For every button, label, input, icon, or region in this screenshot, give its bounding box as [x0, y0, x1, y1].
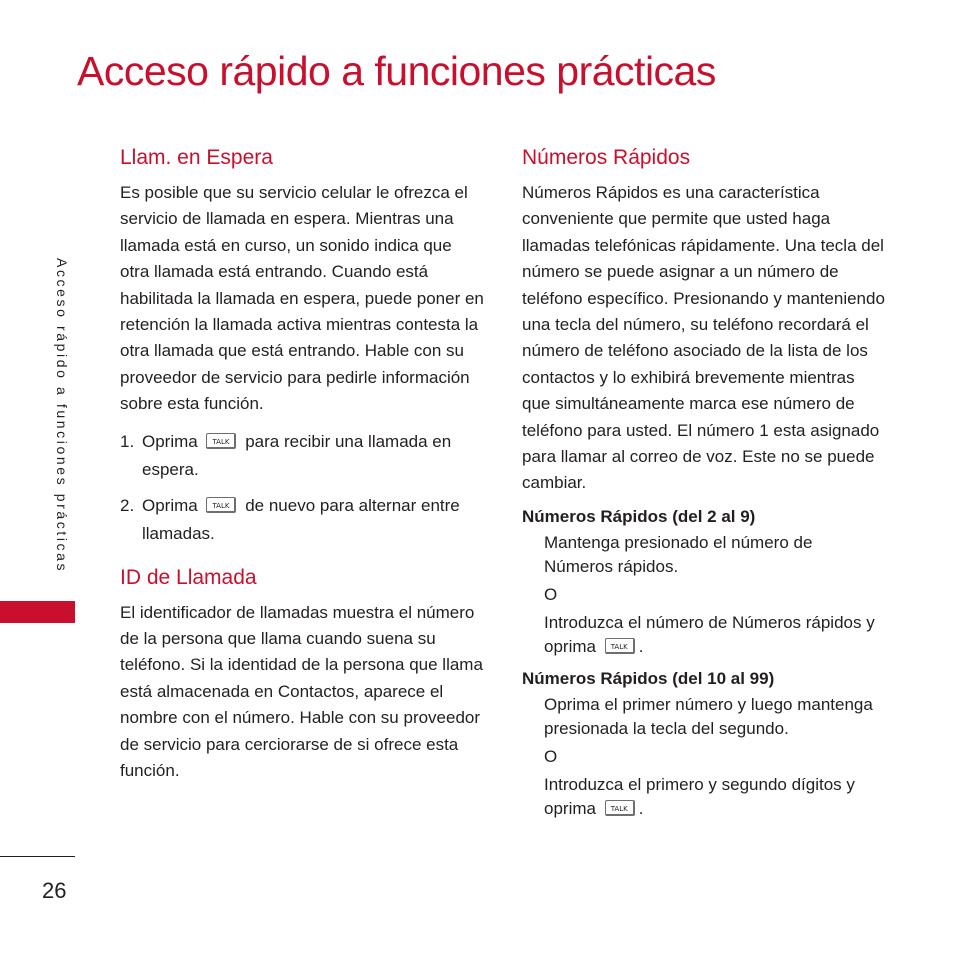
- section-heading-caller-id: ID de Llamada: [120, 565, 257, 589]
- talk-key-icon: TALK: [605, 638, 635, 654]
- instruction-line: Mantenga presionado el número de Números rápidos.: [544, 532, 813, 576]
- section-caller-id: [120, 566, 484, 785]
- talk-key-icon: TALK: [605, 800, 635, 816]
- talk-key-icon: TALK: [206, 433, 236, 449]
- footer-divider: [0, 856, 75, 857]
- left-column: [120, 146, 484, 785]
- instruction-line: [544, 773, 886, 821]
- steps-list: [120, 428, 484, 548]
- side-tab-label: Acceso rápido a funciones prácticas: [54, 258, 70, 574]
- page-number: 26: [42, 878, 67, 903]
- list-item: [120, 428, 484, 484]
- step-text-after: para recibir una llamada en espera.: [142, 431, 452, 479]
- instructions-speed-dial-2-9: [522, 531, 886, 659]
- instruction-line: [544, 611, 886, 659]
- subheading-speed-dial-10-99: Números Rápidos (del 10 al 99): [522, 668, 775, 688]
- paragraph-caller-id: El identificador de llamadas muestra el número de la persona que llama cuando suena su teléfono. Si la identidad de la persona que llama está almacenada en Contactos, aparece el nombre con el número. Hable con su proveedor de servicio para cerciorarse de si ofrece esta función.: [120, 602, 483, 781]
- page-title: Acceso rápido a funciones prácticas: [77, 48, 716, 94]
- paragraph-call-waiting: Es posible que su servicio celular le ofrezca el servicio de llamada en espera. Mientras una llamada está en curso, un sonido indica que otra llamada está entrando. Cuando está habilitada la llamada en espera, puede poner en retención la llamada activa mientras contesta la otra llamada que está entrando. Hable con su proveedor de servicio para pedirle información sobre esta función.: [120, 183, 484, 414]
- instruction-text-end: .: [638, 798, 644, 818]
- step-text-before: Oprima: [142, 431, 198, 451]
- instruction-text: Introduzca el número de Números rápidos y oprima: [544, 612, 875, 656]
- side-tab-marker: [0, 601, 75, 623]
- section-heading-call-waiting: Llam. en Espera: [120, 146, 273, 169]
- instruction-text: Introduzca el primero y segundo dígitos y oprima: [544, 774, 855, 818]
- step-text-after: de nuevo para alternar entre llamadas.: [142, 495, 460, 543]
- section-heading-speed-dial: Números Rápidos: [522, 146, 691, 169]
- or-separator: O: [544, 584, 558, 604]
- talk-key-icon: TALK: [206, 497, 236, 513]
- step-number: 2.: [120, 495, 135, 515]
- right-column: [522, 146, 886, 825]
- instruction-text-end: .: [638, 636, 644, 656]
- subheading-speed-dial-2-9: Números Rápidos (del 2 al 9): [522, 506, 756, 526]
- or-separator: O: [544, 746, 558, 766]
- instruction-line: Oprima el primer número y luego mantenga presionada la tecla del segundo.: [544, 694, 873, 738]
- section-speed-dial: [522, 146, 886, 821]
- list-item: [120, 492, 484, 548]
- step-text-before: Oprima: [142, 495, 198, 515]
- instructions-speed-dial-10-99: [522, 693, 886, 821]
- paragraph-speed-dial: Números Rápidos es una característica conveniente que permite que usted haga llamadas telefónicas rápidamente. Una tecla del número se puede asignar a un número de teléfono específico. Presionando y manteniendo una tecla del número, su teléfono recordará el número de teléfono asociado de la lista de los contactos y lo exhibirá brevemente mientras que simultáneamente marca ese número de teléfono para usted. El número 1 esta asignado para llamar al correo de voz. Este no se puede cambiar.: [522, 183, 885, 493]
- step-number: 1.: [120, 431, 135, 451]
- section-call-waiting: [120, 146, 484, 548]
